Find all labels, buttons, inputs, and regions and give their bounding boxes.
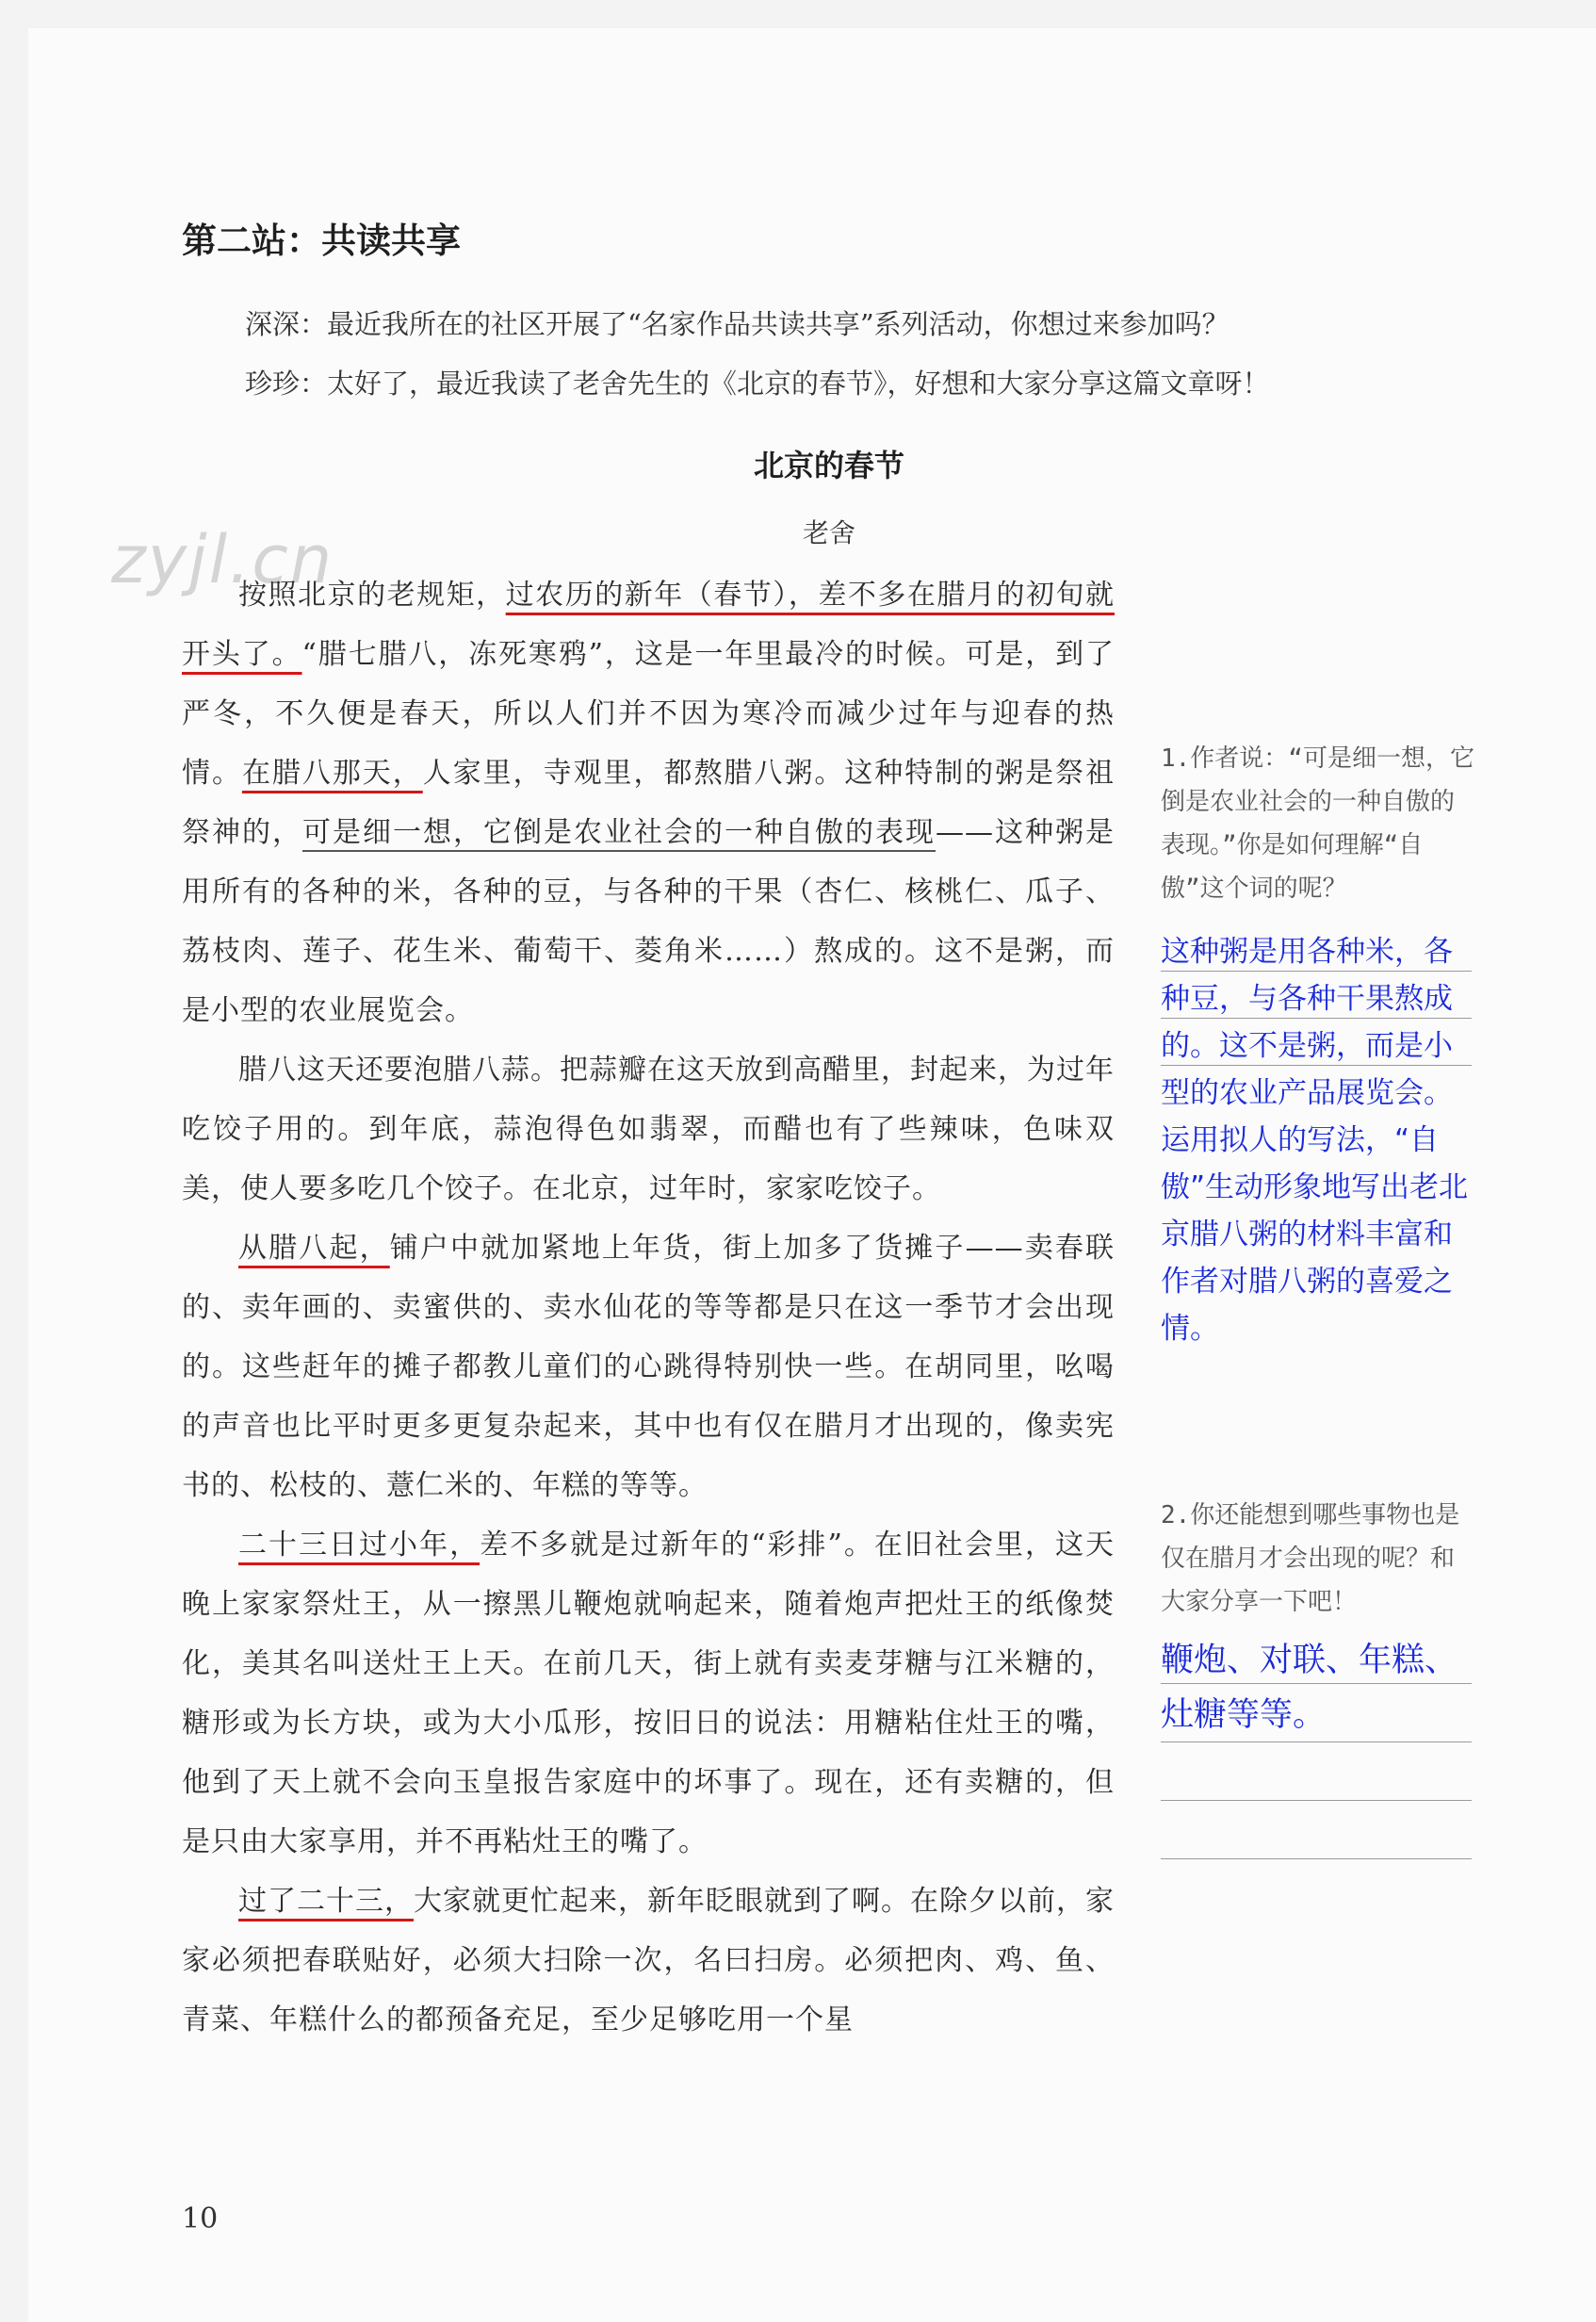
paragraph-2: 腊八这天还要泡腊八蒜。把蒜瓣在这天放到高醋里，封起来，为过年吃饺子用的。到年底，蒜泡得色如翡翠，而醋也有了些辣味，色味双美，使人要多吃几个饺子。在北京，过年时，家家吃饺子。 [182, 1054, 1115, 1205]
paragraph-3 [182, 1218, 1115, 1515]
watermark-logo: zyjl.cn [111, 521, 334, 598]
page-number: 10 [182, 2202, 219, 2235]
article-title: 北京的春节 [753, 448, 904, 483]
red-underline: 过了二十三， [238, 1885, 414, 1918]
text: 人家里，寺观里，都熬腊八粥。这种特制的粥是祭祖祭神的， [182, 757, 1116, 849]
answer-2-handwritten: 鞭炮、对联、年糕、灶糖等等。 [1161, 1642, 1458, 1734]
paragraph-4 [182, 1515, 1115, 1872]
answer-line [1161, 1065, 1472, 1066]
article-author: 老舍 [802, 517, 855, 548]
answer-1-handwritten: 这种粥是用各种米，各种豆，与各种干果熬成的。这不是粥，而是小型的农业产品展览会。运用拟人的写法，“自傲”生动形象地写出老北京腊八粥的材料丰富和作者对腊八粥的喜爱之情。 [1161, 935, 1469, 1346]
text: 差不多就是过新年的“彩排”。在旧社会里，这天晚上家家祭灶王，从一擦黑儿鞭炮就响起来，随着炮声把灶王的纸像焚化，美其名叫送灶王上天。在前几天，街上就有卖麦芽糖与江米糖的，糖形或为长方块，或为大小瓜形，按旧日的说法：用糖粘住灶王的嘴，他到了天上就不会向玉皇报告家庭中的坏事了。现在，还有卖糖的，但是只由大家享用，并不再粘灶王的嘴了。 [182, 1529, 1115, 1858]
red-underline: 过农历的新年（春节），差不多在腊月的初旬就开头了。 [182, 579, 1116, 671]
paragraph-5 [182, 1872, 1115, 2050]
question-1: 1.作者说：“可是细一想，它倒是农业社会的一种自傲的表现。”你是如何理解“自傲”这个词的呢？ [1161, 744, 1474, 903]
article-body [182, 565, 1115, 2050]
scan-border-left [0, 0, 28, 2322]
answer-line [1161, 1800, 1472, 1801]
dark-underline: 可是细一想，它倒是农业社会的一种自傲的表现 [302, 816, 936, 849]
paragraph-1 [182, 565, 1115, 1040]
red-underline: 在腊八那天， [241, 757, 423, 790]
text: ——这种粥是用所有的各种的米，各种的豆，与各种的干果（杏仁、核桃仁、瓜子、荔枝肉、莲子、花生米、葡萄干、菱角米……）熬成的。这不是粥，而是小型的农业展览会。 [182, 816, 1115, 1027]
answer-line [1161, 1018, 1472, 1019]
red-underline: 从腊八起， [238, 1232, 390, 1265]
answer-line [1161, 1858, 1472, 1859]
answer-line [1161, 971, 1472, 972]
answer-line [1161, 1683, 1472, 1684]
dialog-line-zhenzhen: 珍珍：太好了，最近我读了老舍先生的《北京的春节》，好想和大家分享这篇文章呀！ [245, 368, 1270, 400]
dialog-line-shenshen: 深深：最近我所在的社区开展了“名家作品共读共享”系列活动，你想过来参加吗？ [245, 308, 1230, 340]
text: 按照北京的老规矩， [238, 579, 506, 612]
scan-border-top [0, 0, 1596, 28]
text: “腊七腊八，冻死寒鸦”，这是一年里最冷的时候。可是，到了严冬，不久便是春天，所以人们并不因为寒冷而减少过年与迎春的热情。 [182, 638, 1115, 790]
text: 大家就更忙起来，新年眨眼就到了啊。在除夕以前，家家必须把春联贴好，必须大扫除一次，名曰扫房。必须把肉、鸡、鱼、青菜、年糕什么的都预备充足，至少足够吃用一个星 [182, 1885, 1115, 2036]
question-2: 2.你还能想到哪些事物也是仅在腊月才会出现的呢？和大家分享一下吧！ [1161, 1501, 1460, 1616]
red-underline: 二十三日过小年， [238, 1529, 480, 1562]
text: 铺户中就加紧地上年货，街上加多了货摊子——卖春联的、卖年画的、卖蜜供的、卖水仙花的等等都是只在这一季节才会出现的。这些赶年的摊子都教儿童们的心跳得特别快一些。在胡同里，吆喝的声音也比平时更多更复杂起来，其中也有仅在腊月才出现的，像卖宪书的、松枝的、薏仁米的、年糕的等等。 [182, 1232, 1116, 1502]
section-title: 第二站：共读共享 [182, 221, 461, 261]
